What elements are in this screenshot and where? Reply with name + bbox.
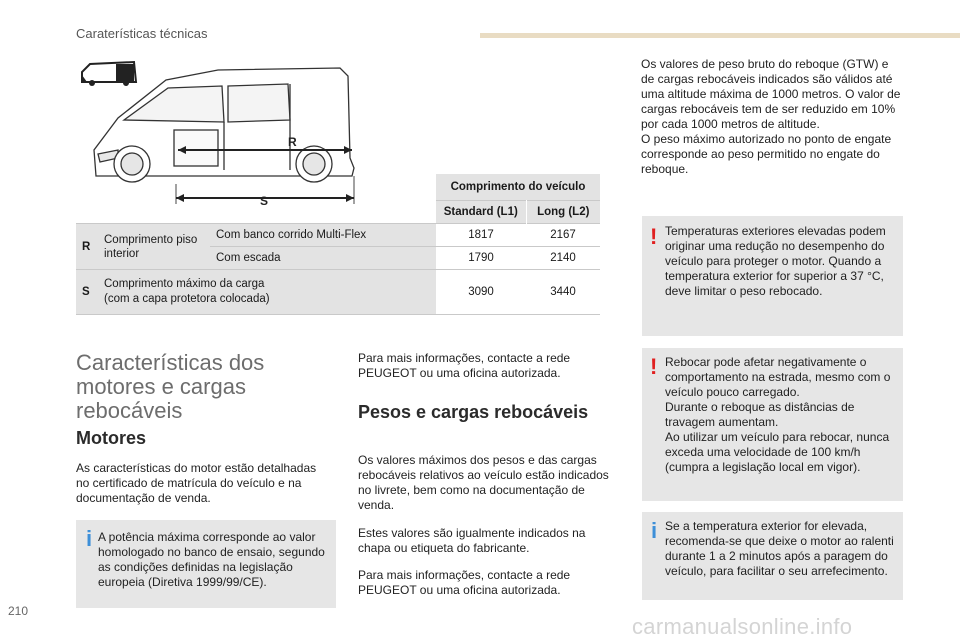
header-title: Caraterísticas técnicas — [76, 26, 208, 41]
cell-value: 3090 — [436, 270, 526, 315]
row-code-r: R — [76, 224, 98, 270]
warning-text-line: Durante o reboque as distâncias de travagem aumentam. — [665, 400, 855, 429]
dimension-r-label: R — [288, 135, 297, 149]
cell-value: 1817 — [436, 224, 526, 247]
row-label-r: Comprimento piso interior — [98, 224, 210, 270]
pesos-text: Os valores máximos dos pesos e das cargas rebocáveis relativos ao veículo estão indicados no livrete, bem como na documentação de venda. — [358, 453, 609, 512]
info-icon: i — [651, 518, 658, 543]
warning-box-temperature — [642, 216, 903, 336]
motores-heading: Motores — [76, 428, 147, 448]
row-desc-s-line2: (com a capa protetora colocada) — [104, 293, 270, 305]
warning-text — [665, 355, 899, 475]
col-header-l2: Long (L2) — [526, 201, 600, 224]
pesos-heading: Pesos e cargas rebocáveis — [358, 402, 589, 422]
row-code-s: S — [76, 270, 98, 315]
table-group-header: Comprimento do veículo — [436, 174, 600, 201]
table-row — [76, 270, 600, 315]
table-row — [76, 224, 600, 247]
warning-text-line: Rebocar pode afetar negativamente o comportamento na estrada, mesmo com o veículo pouco carregado. — [665, 355, 891, 399]
warning-box-towing — [642, 348, 903, 501]
warning-text: Temperaturas exteriores elevadas podem originar uma redução no desempenho do veículo para proteger o motor. Quando a temperatura exterior for superior a 37 °C, deve limitar o peso rebocado. — [665, 224, 886, 298]
row-desc-s — [98, 270, 436, 315]
row-desc-s-line1: Comprimento máximo da carga — [104, 278, 265, 290]
plate-text: Estes valores são igualmente indicados na chapa ou etiqueta do fabricante. — [358, 526, 586, 555]
header-bar — [480, 33, 960, 38]
info-box-text: A potência máxima corresponde ao valor homologado no banco de ensaio, segundo as condições definidas na legislação europeia (Diretiva 1999/99/CE). — [98, 530, 325, 589]
row-desc: Com banco corrido Multi-Flex — [210, 224, 436, 247]
cell-value: 2140 — [526, 247, 600, 270]
contact-text-2: Para mais informações, contacte a rede PEUGEOT ou uma oficina autorizada. — [358, 568, 571, 597]
cell-value: 2167 — [526, 224, 600, 247]
warning-icon: ! — [650, 354, 658, 379]
contact-text-1: Para mais informações, contacte a rede PEUGEOT ou uma oficina autorizada. — [358, 351, 571, 380]
vehicle-length-table — [76, 174, 600, 315]
info-icon: i — [86, 526, 93, 551]
cell-value: 3440 — [526, 270, 600, 315]
warning-icon: ! — [650, 224, 658, 249]
van-icon — [82, 62, 136, 86]
warning-text-line: Ao utilizar um veículo para rebocar, nunca exceda uma velocidade de 100 km/h (cumpra a legislação local em vigor). — [665, 430, 890, 474]
cell-value: 1790 — [436, 247, 526, 270]
dimension-s-label: S — [260, 194, 269, 208]
row-desc: Com escada — [210, 247, 436, 270]
motores-text: As características do motor estão detalhadas no certificado de matrícula do veículo e na documentação de venda. — [76, 461, 317, 505]
van-side-view — [94, 68, 354, 182]
gtw-text-1: Os valores de peso bruto do reboque (GTW) e de cargas rebocáveis indicados são válidos até uma altitude máxima de 1000 metros. O valor de cargas rebocáveis tem de ser reduzido em 10% por cada 1000 metros de altitude. — [641, 57, 901, 131]
col-header-l1: Standard (L1) — [436, 201, 526, 224]
gtw-text — [641, 57, 905, 177]
page-number: 210 — [8, 604, 29, 618]
watermark: carmanualsonline.info — [632, 614, 853, 639]
info-box-text: Se a temperatura exterior for elevada, recomenda-se que deixe o motor ao ralenti durante 1 a 2 minutos após a paragem do veículo, para facilitar o seu arrefecimento. — [665, 519, 894, 578]
info-box-cooling — [642, 512, 903, 600]
gtw-text-2: O peso máximo autorizado no ponto de engate corresponde ao peso permitido no engate do reboque. — [641, 132, 892, 176]
info-box-power — [76, 520, 336, 608]
section-title: Características dos motores e cargas rebocáveis — [76, 350, 265, 423]
